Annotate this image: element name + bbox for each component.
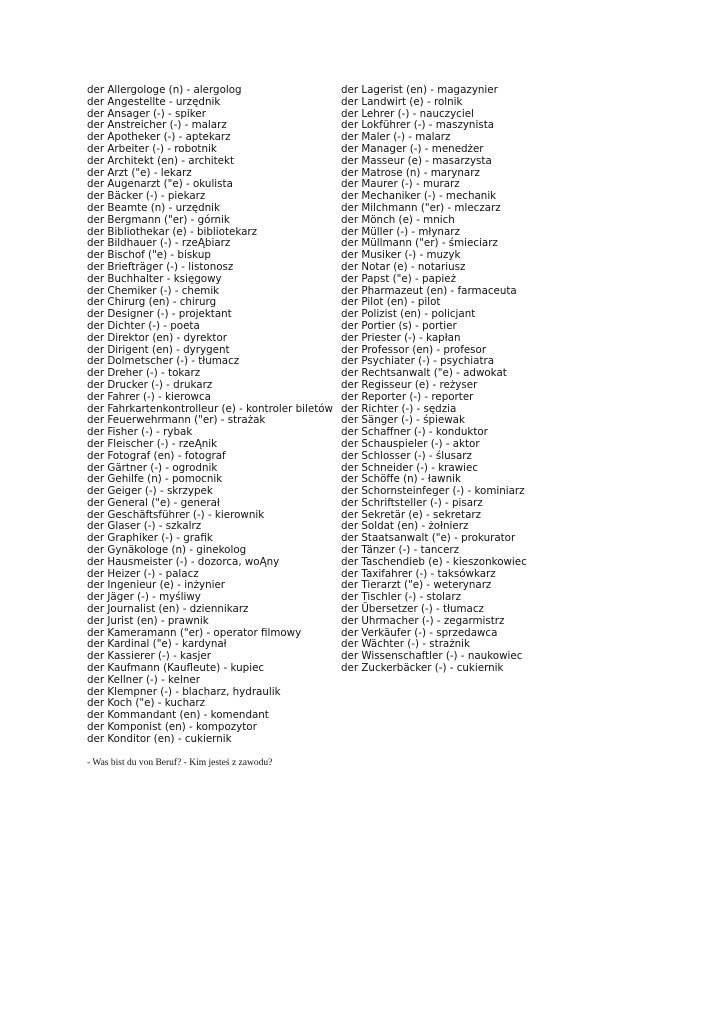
vocabulary-entry: der Portier (s) - portier xyxy=(341,319,457,332)
vocabulary-entry: der Dichter (-) - poeta xyxy=(87,319,200,332)
vocabulary-entry: der Augenarzt ("e) - okulista xyxy=(87,178,233,191)
vocabulary-entry: der Fleischer (-) - rzeĄnik xyxy=(87,437,218,450)
vocabulary-entry: der Priester (-) - kapłan xyxy=(341,331,461,344)
vocabulary-entry: der Papst ("e) - papież xyxy=(341,272,456,285)
vocabulary-entry: der Architekt (en) - architekt xyxy=(87,154,235,167)
vocabulary-entry: der Professor (en) - profesor xyxy=(341,343,487,356)
vocabulary-entry: der Richter (-) - sędzia xyxy=(341,402,457,415)
vocabulary-entry: der Schaffner (-) - konduktor xyxy=(341,426,488,439)
vocabulary-entry: der Kaufmann (Kaufleute) - kupiec xyxy=(87,662,265,675)
vocabulary-entry: der Lokführer (-) - maszynista xyxy=(341,119,495,132)
vocabulary-entry: der Heizer (-) - palacz xyxy=(87,567,199,580)
footer-note: - Was bist du von Beruf? - Kim jesteś z zawodu? xyxy=(87,758,273,768)
vocabulary-entry: der Koch ("e) - kucharz xyxy=(87,697,206,710)
vocabulary-entry: der Wissenschaftler (-) - naukowiec xyxy=(341,650,523,663)
vocabulary-entry: der Milchmann ("er) - mleczarz xyxy=(341,201,501,214)
vocabulary-entry: der Gynäkologe (n) - ginekolog xyxy=(87,544,247,557)
vocabulary-entry: der Briefträger (-) - listonosz xyxy=(87,260,234,273)
vocabulary-entry: der Geiger (-) - skrzypek xyxy=(87,485,213,498)
vocabulary-entry: der Journalist (en) - dziennikarz xyxy=(87,603,249,616)
vocabulary-entry: der Pilot (en) - pilot xyxy=(341,296,441,309)
vocabulary-entry: der Taxifahrer (-) - taksówkarz xyxy=(341,567,496,580)
vocabulary-entry: der Klempner (-) - blacharz, hydraulik xyxy=(87,685,281,698)
vocabulary-entry: der Psychiater (-) - psychiatra xyxy=(341,355,495,368)
vocabulary-entry: der Maler (-) - malarz xyxy=(341,131,451,144)
vocabulary-entry: der Mechaniker (-) - mechanik xyxy=(341,190,497,203)
vocabulary-entry: der Zuckerbäcker (-) - cukiernik xyxy=(341,662,504,675)
vocabulary-entry: der Angestellte - urzędnik xyxy=(87,95,221,108)
vocabulary-entry: der Schneider (-) - krawiec xyxy=(341,461,478,474)
vocabulary-entry: der Komponist (en) - kompozytor xyxy=(87,721,257,734)
vocabulary-entry: der Matrose (n) - marynarz xyxy=(341,166,480,179)
vocabulary-entry: der Mönch (e) - mnich xyxy=(341,213,455,226)
vocabulary-entry: der Schriftsteller (-) - pisarz xyxy=(341,496,483,509)
vocabulary-entry: der Dirigent (en) - dyrygent xyxy=(87,343,230,356)
vocabulary-entry: der Taschendieb (e) - kieszonkowiec xyxy=(341,555,527,568)
vocabulary-entry: der Landwirt (e) - rolnik xyxy=(341,95,463,108)
vocabulary-entry: der Anstreicher (-) - malarz xyxy=(87,119,227,132)
vocabulary-entry: der Lehrer (-) - nauczyciel xyxy=(341,107,474,120)
vocabulary-entry: der Chirurg (en) - chirurg xyxy=(87,296,217,309)
vocabulary-entry: der Buchhalter - księgowy xyxy=(87,272,222,285)
vocabulary-entry: der Direktor (en) - dyrektor xyxy=(87,331,227,344)
vocabulary-entry: der Geschäftsführer (-) - kierownik xyxy=(87,508,265,521)
vocabulary-entry: der Hausmeister (-) - dozorca, woĄny xyxy=(87,555,280,568)
vocabulary-entry: der Allergologe (n) - alergolog xyxy=(87,84,242,96)
vocabulary-entry: der Bibliothekar (e) - bibliotekarz xyxy=(87,225,258,238)
vocabulary-entry: der Ansager (-) - spiker xyxy=(87,107,206,120)
vocabulary-entry: der Übersetzer (-) - tłumacz xyxy=(341,603,484,616)
vocabulary-entry: der Kameramann ("er) - operator filmowy xyxy=(87,626,302,639)
vocabulary-entry: der Rechtsanwalt ("e) - adwokat xyxy=(341,367,507,380)
vocabulary-entry: der Fotograf (en) - fotograf xyxy=(87,449,226,462)
vocabulary-entry: der Beamte (n) - urzędnik xyxy=(87,201,220,214)
vocabulary-entry: der Bäcker (-) - piekarz xyxy=(87,190,206,203)
vocabulary-entry: der Regisseur (e) - reżyser xyxy=(341,378,478,391)
vocabulary-entry: der Müllmann ("er) - śmieciarz xyxy=(341,237,498,250)
vocabulary-entry: der Tierarzt ("e) - weterynarz xyxy=(341,579,492,592)
vocabulary-entry: der Dreher (-) - tokarz xyxy=(87,367,201,380)
vocabulary-entry: der Gehilfe (n) - pomocnik xyxy=(87,473,223,486)
vocabulary-entry: der Sekretär (e) - sekretarz xyxy=(341,508,482,521)
vocabulary-entry: der Kassierer (-) - kasjer xyxy=(87,650,211,663)
vocabulary-entry: der Notar (e) - notariusz xyxy=(341,260,466,273)
vocabulary-entry: der Arbeiter (-) - robotnik xyxy=(87,142,217,155)
vocabulary-entry: der Drucker (-) - drukarz xyxy=(87,378,213,391)
vocabulary-entry: der Ingenieur (e) - inżynier xyxy=(87,579,226,592)
vocabulary-entry: der Reporter (-) - reporter xyxy=(341,390,474,403)
vocabulary-entry: der Manager (-) - menedżer xyxy=(341,142,484,155)
vocabulary-entry: der Jurist (en) - prawnik xyxy=(87,614,209,627)
vocabulary-entry: der Maurer (-) - murarz xyxy=(341,178,460,191)
vocabulary-entry: der Schlosser (-) - ślusarz xyxy=(341,449,472,462)
vocabulary-entry: der Kommandant (en) - komendant xyxy=(87,709,269,722)
vocabulary-entry: der Graphiker (-) - grafik xyxy=(87,532,213,545)
vocabulary-entry: der Schöffe (n) - ławnik xyxy=(341,473,461,486)
vocabulary-entry: der Gärtner (-) - ogrodnik xyxy=(87,461,218,474)
vocabulary-entry: der Feuerwehrmann ("er) - strażak xyxy=(87,414,266,427)
vocabulary-entry: der General ("e) - generał xyxy=(87,496,220,509)
vocabulary-entry: der Verkäufer (-) - sprzedawca xyxy=(341,626,498,639)
vocabulary-entry: der Polizist (en) - policjant xyxy=(341,308,476,321)
vocabulary-entry: der Uhrmacher (-) - zegarmistrz xyxy=(341,614,505,627)
vocabulary-entry: der Lagerist (en) - magazynier xyxy=(341,84,498,96)
vocabulary-entry: der Schornsteinfeger (-) - kominiarz xyxy=(341,485,525,498)
vocabulary-entry: der Müller (-) - młynarz xyxy=(341,225,460,238)
vocabulary-entry: der Arzt ("e) - lekarz xyxy=(87,166,192,179)
vocabulary-entry: der Schauspieler (-) - aktor xyxy=(341,437,480,450)
vocabulary-entry: der Wächter (-) - strażnik xyxy=(341,638,470,651)
vocabulary-entry: der Bildhauer (-) - rzeĄbiarz xyxy=(87,237,231,250)
vocabulary-entry: der Chemiker (-) - chemik xyxy=(87,284,220,297)
vocabulary-entry: der Fisher (-) - rybak xyxy=(87,426,193,439)
vocabulary-entry: der Glaser (-) - szkalrz xyxy=(87,520,202,533)
vocabulary-list-left xyxy=(87,85,333,746)
vocabulary-entry: der Fahrer (-) - kierowca xyxy=(87,390,211,403)
vocabulary-entry: der Fahrkartenkontrolleur (e) - kontroler biletów xyxy=(87,402,333,415)
vocabulary-entry: der Bischof ("e) - biskup xyxy=(87,249,211,262)
vocabulary-entry: der Tischler (-) - stolarz xyxy=(341,591,461,604)
vocabulary-entry: der Staatsanwalt ("e) - prokurator xyxy=(341,532,516,545)
vocabulary-entry: der Kardinal ("e) - kardynał xyxy=(87,638,227,651)
vocabulary-entry: der Pharmazeut (en) - farmaceuta xyxy=(341,284,517,297)
vocabulary-entry: der Bergmann ("er) - górnik xyxy=(87,213,230,226)
vocabulary-entry: der Apotheker (-) - aptekarz xyxy=(87,131,231,144)
vocabulary-entry: der Jäger (-) - myśliwy xyxy=(87,591,201,604)
vocabulary-entry: der Tänzer (-) - tancerz xyxy=(341,544,460,557)
vocabulary-entry: der Musiker (-) - muzyk xyxy=(341,249,461,262)
vocabulary-list-right xyxy=(341,85,527,675)
vocabulary-entry: der Sänger (-) - śpiewak xyxy=(341,414,465,427)
vocabulary-entry: der Soldat (en) - żołnierz xyxy=(341,520,469,533)
vocabulary-entry: der Dolmetscher (-) - tłumacz xyxy=(87,355,240,368)
vocabulary-entry: der Masseur (e) - masarzysta xyxy=(341,154,492,167)
vocabulary-entry: der Kellner (-) - kelner xyxy=(87,673,200,686)
vocabulary-entry: der Designer (-) - projektant xyxy=(87,308,232,321)
vocabulary-entry: der Konditor (en) - cukiernik xyxy=(87,732,232,745)
